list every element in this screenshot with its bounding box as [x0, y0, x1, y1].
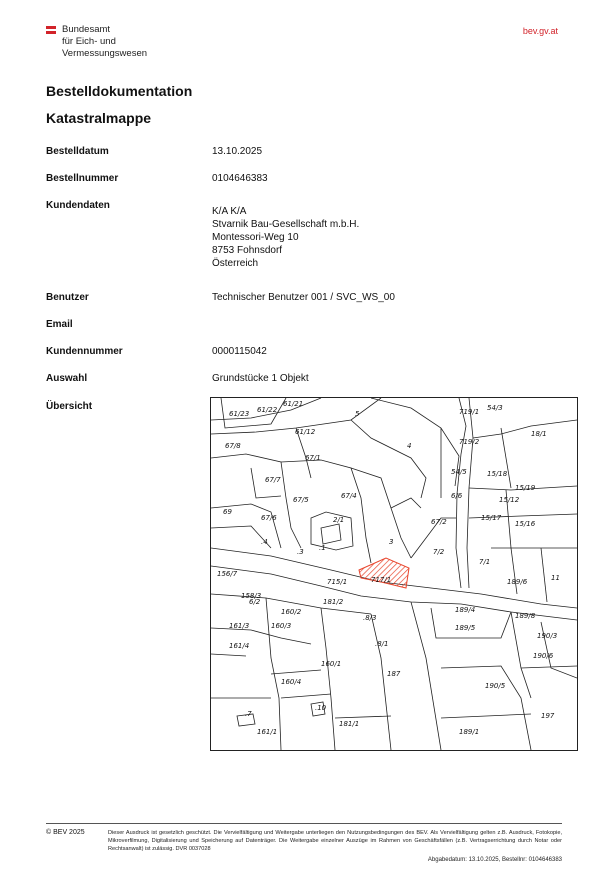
parcel-label: .3 — [297, 548, 304, 556]
cadastral-map-drawing — [211, 398, 577, 750]
parcel-label: 190/5 — [485, 682, 506, 690]
parcel-label: 67/2 — [431, 518, 447, 526]
field-label: Auswahl — [46, 373, 88, 384]
website-link[interactable]: bev.gv.at — [522, 26, 558, 36]
org-line: für Eich- und — [62, 36, 116, 47]
address-line: 8753 Fohnsdorf — [212, 245, 283, 256]
field-value: 0104646383 — [212, 173, 268, 184]
field-value: 13.10.2025 — [212, 146, 263, 157]
parcel-label: 719/2 — [459, 438, 480, 446]
parcel-label: 156/7 — [217, 570, 238, 578]
parcel-label: 61/23 — [229, 410, 250, 418]
parcel-label: 719/1 — [459, 408, 480, 416]
parcel-label: 2/1 — [333, 516, 345, 524]
field-value: Grundstücke 1 Objekt — [212, 373, 309, 384]
parcel-label: 67/8 — [225, 442, 241, 450]
org-name — [62, 24, 147, 60]
parcel-label: 715/1 — [327, 578, 348, 586]
org-line: Vermessungswesen — [62, 48, 148, 59]
parcel-label: 15/19 — [515, 484, 536, 492]
parcel-label: 67/4 — [341, 492, 357, 500]
parcel-label: .7 — [245, 710, 252, 718]
field-label: Benutzer — [46, 292, 89, 303]
parcel-label: 190/6 — [533, 652, 554, 660]
parcel-label: 4 — [407, 442, 412, 450]
parcel-label: 15/16 — [515, 520, 536, 528]
field-label: Kundendaten — [46, 200, 110, 211]
legal-notice: Dieser Ausdruck ist gesetzlich geschützt. Die Vervielfältigung und Weitergabe unterliegen den Nutzungsbedingungen des BEV. Als Vervielfältigung gelten z.B. Ausdruck, Fotokopie, Mikroverfilmung, Digitalisierung und Speicherung auf Datenträger. Die Weitergabe einzelner Auszüge im Rahmen von Geschäftsfällen (z.B. Vertragserrichtung durch Notar oder Rechtsanwalt) ist zulässig. DVR 0037028 — [108, 830, 562, 853]
copyright: © BEV 2025 — [46, 829, 85, 836]
parcel-label: 15/17 — [481, 514, 502, 522]
field-label: Übersicht — [46, 401, 93, 412]
parcel-label: 189/1 — [459, 728, 480, 736]
parcel-label: .1 — [319, 544, 326, 552]
document-title: Bestelldokumentation — [46, 83, 193, 99]
delivery-info: Abgabedatum: 13.10.2025, Bestellnr: 0104646383 — [427, 857, 562, 863]
parcel-label: 161/1 — [257, 728, 278, 736]
parcel-label: 6/2 — [249, 598, 261, 606]
parcel-label: 717/1 — [371, 576, 392, 584]
parcel-label: 161/3 — [229, 622, 250, 630]
parcel-label: 160/3 — [271, 622, 292, 630]
parcel-label: 61/22 — [257, 406, 278, 414]
parcel-label: 54/3 — [487, 404, 503, 412]
parcel-label: 160/1 — [321, 660, 342, 668]
parcel-label: 11 — [551, 574, 560, 582]
parcel-label: 67/7 — [265, 476, 281, 484]
address-line: K/A K/A — [212, 206, 247, 217]
parcel-label: 7/1 — [479, 558, 491, 566]
parcel-label: 189/6 — [507, 578, 528, 586]
cadastral-map[interactable] — [210, 397, 578, 751]
parcel-label: 197 — [541, 712, 555, 720]
document-subtitle: Katastralmappe — [46, 110, 152, 126]
address-line: Montessori-Weg 10 — [212, 232, 299, 243]
parcel-label: 61/21 — [283, 400, 304, 408]
parcel-label: 7/2 — [433, 548, 445, 556]
parcel-label: 189/8 — [515, 612, 536, 620]
austrian-flag-icon — [46, 26, 56, 34]
parcel-label: .8/1 — [375, 640, 389, 648]
parcel-label: 181/1 — [339, 720, 360, 728]
parcel-label: 18/1 — [531, 430, 547, 438]
parcel-label: 67/6 — [261, 514, 277, 522]
field-value: 0000115042 — [212, 346, 267, 357]
parcel-label: 160/2 — [281, 608, 302, 616]
parcel-label: 187 — [387, 670, 401, 678]
parcel-label: 15/18 — [487, 470, 508, 478]
customer-address — [212, 205, 359, 270]
parcel-label: 189/5 — [455, 624, 476, 632]
field-label: Email — [46, 319, 73, 330]
parcel-label: 5 — [355, 410, 360, 418]
parcel-label: 158/3 — [241, 592, 262, 600]
parcel-label: .10 — [315, 704, 327, 712]
address-line: Stvarnik Bau-Gesellschaft m.b.H. — [212, 219, 360, 230]
field-value: Technischer Benutzer 001 / SVC_WS_00 — [212, 292, 395, 303]
parcel-label: 61/12 — [295, 428, 316, 436]
parcel-label: 3 — [389, 538, 394, 546]
parcel-label: .4 — [261, 538, 268, 546]
parcel-label: 15/12 — [499, 496, 520, 504]
parcel-label: 189/4 — [455, 606, 476, 614]
parcel-label: 69 — [223, 508, 232, 516]
field-label: Bestellnummer — [46, 173, 119, 184]
field-label: Kundennummer — [46, 346, 123, 357]
field-label: Bestelldatum — [46, 146, 109, 157]
parcel-label: 6/6 — [451, 492, 463, 500]
parcel-label: 190/3 — [537, 632, 558, 640]
parcel-label: 54/5 — [451, 468, 467, 476]
address-line: Österreich — [212, 258, 259, 269]
org-line: Bundesamt — [62, 24, 111, 35]
parcel-label: 67/1 — [305, 454, 321, 462]
parcel-label: 161/4 — [229, 642, 250, 650]
parcel-label: 67/5 — [293, 496, 309, 504]
parcel-label: .8/3 — [363, 614, 377, 622]
parcel-label: 160/4 — [281, 678, 302, 686]
footer-divider — [46, 823, 562, 824]
parcel-label: 181/2 — [323, 598, 344, 606]
